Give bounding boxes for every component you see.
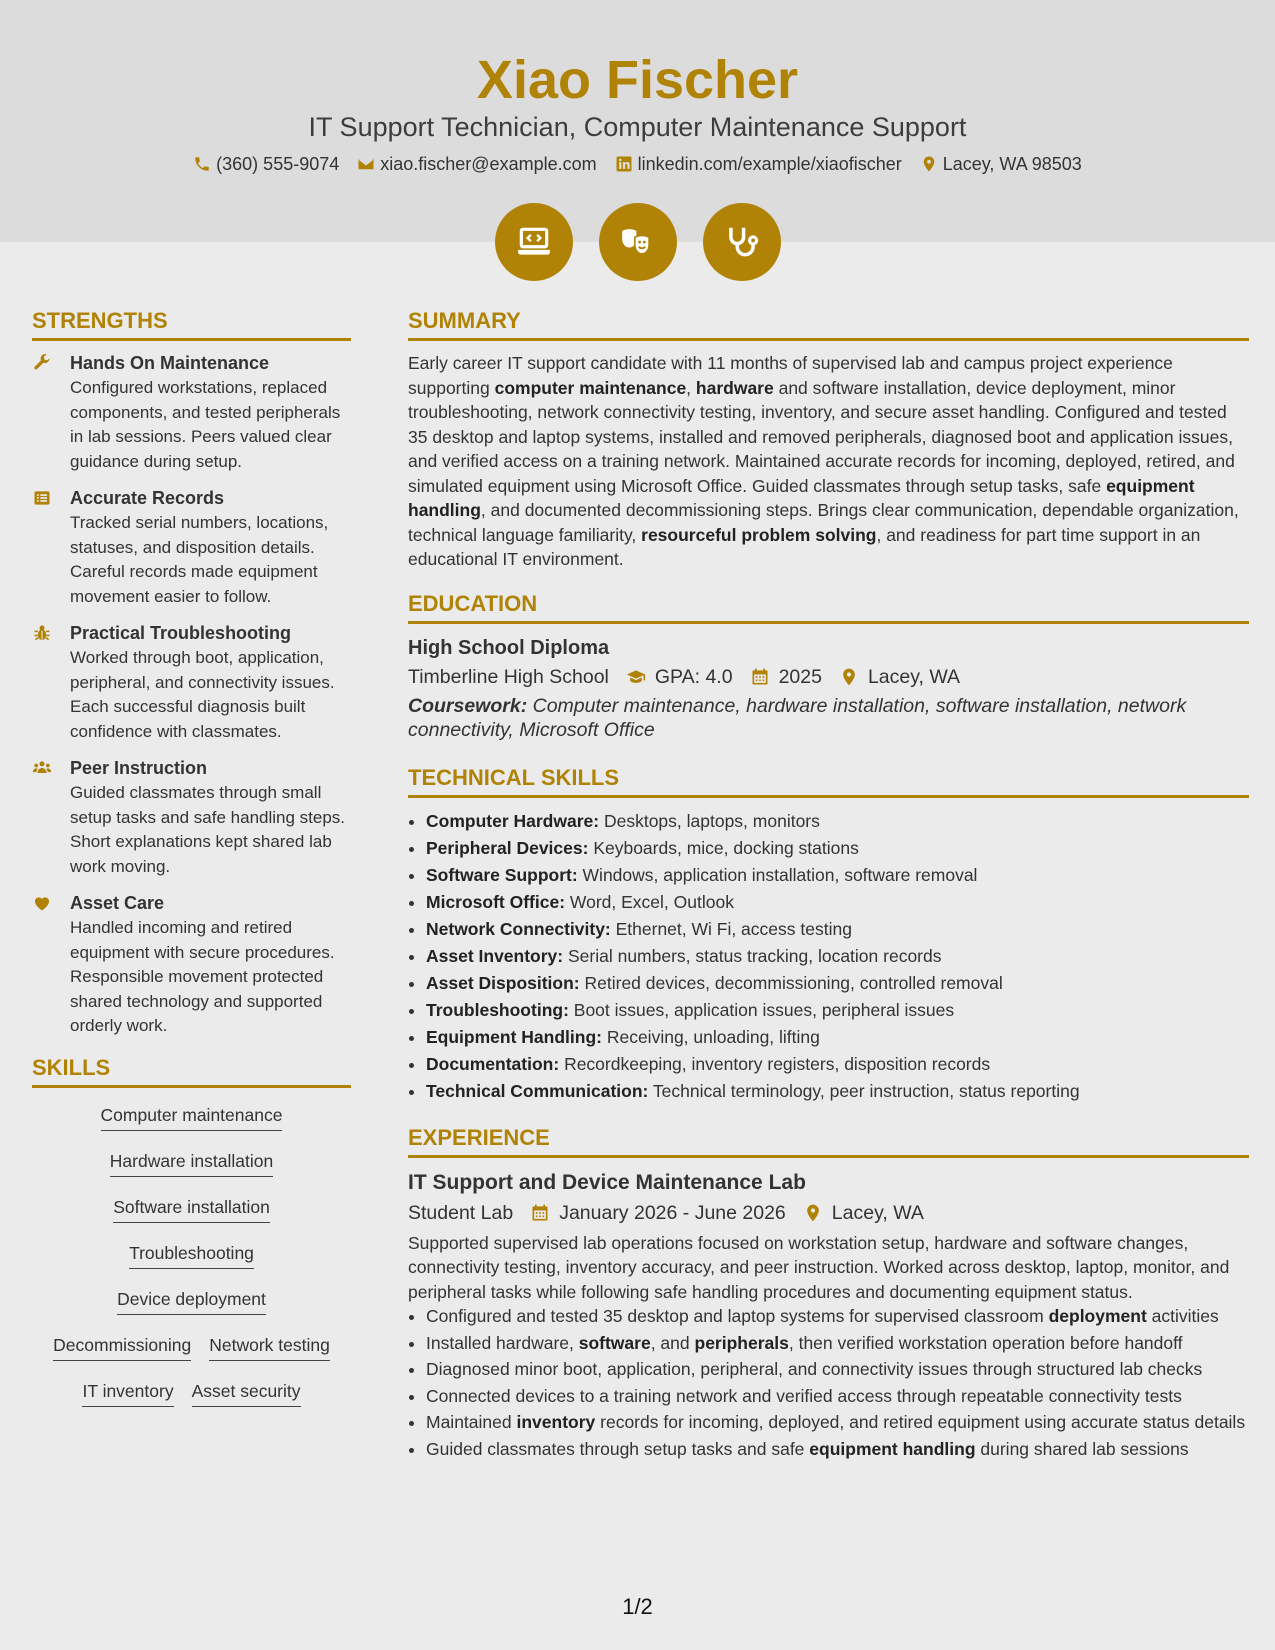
technical-skill-value: Recordkeeping, inventory registers, disposition records: [559, 1053, 991, 1074]
calendar-icon: [750, 667, 770, 687]
badge-masks: [599, 203, 677, 281]
coursework-text: Computer maintenance, hardware installation, software installation, network connectivity, Microsoft Office: [408, 694, 1187, 741]
job-bullet: [426, 1410, 1249, 1435]
badge-laptop: [495, 203, 573, 281]
technical-skill-value: Windows, application installation, software removal: [577, 864, 978, 885]
coursework-label: Coursework:: [408, 694, 528, 717]
skills-row: [32, 1378, 351, 1424]
technical-skills-list: [408, 808, 1249, 1105]
candidate-title: IT Support Technician, Computer Maintenance Support: [308, 112, 967, 142]
technical-skill-label: Equipment Handling:: [426, 1026, 602, 1047]
strength-title: Hands On Maintenance: [70, 353, 270, 373]
technical-skills-heading: TECHNICAL SKILLS: [408, 763, 1249, 798]
summary-heading: SUMMARY: [408, 306, 1249, 341]
skill-tag: Software installation: [113, 1194, 270, 1223]
bug-icon: [32, 623, 52, 643]
technical-skill-item: [426, 1024, 1249, 1051]
contact-email[interactable]: [357, 152, 596, 176]
skills-row: [32, 1194, 351, 1240]
technical-skill-label: Peripheral Devices:: [426, 837, 589, 858]
contact-bar: [0, 152, 1275, 176]
strength-item: [32, 486, 351, 609]
job-bullet: [426, 1304, 1249, 1329]
text-run: , and: [650, 1332, 695, 1353]
skills-row: [32, 1332, 351, 1378]
skill-tag: Device deployment: [117, 1286, 266, 1315]
text-run: , and readiness for part time support in an educational IT environment.: [408, 524, 1201, 569]
location-text: Lacey, WA 98503: [942, 154, 1082, 174]
stethoscope-icon: [723, 223, 761, 261]
text-run: Installed hardware,: [426, 1332, 579, 1353]
skill-tag: IT inventory: [82, 1378, 173, 1407]
bold-keyword: deployment: [1048, 1306, 1147, 1326]
strength-desc: Handled incoming and retired equipment with secure procedures. Responsible movement protected shared technology and supported orderly work.: [70, 918, 335, 1035]
technical-skill-value: Boot issues, application issues, peripheral issues: [568, 999, 955, 1020]
text-run: Diagnosed minor boot, application, peripheral, and connectivity issues through structured lab checks: [426, 1359, 1203, 1379]
calendar-icon: [530, 1203, 550, 1223]
technical-skill-item: [426, 943, 1249, 970]
experience-heading: EXPERIENCE: [408, 1123, 1249, 1158]
bold-keyword: inventory: [516, 1412, 596, 1432]
strength-desc: Configured workstations, replaced components, and tested peripherals in lab sessions. Peers valued clear guidance during setup.: [70, 378, 341, 471]
skills-row: [32, 1148, 351, 1194]
bold-keyword: resourceful problem solving: [641, 524, 877, 545]
technical-skill-label: Network Connectivity:: [426, 918, 611, 939]
education-heading: EDUCATION: [408, 589, 1249, 624]
linkedin-icon: [615, 155, 633, 173]
page-number: 1/2: [622, 1594, 653, 1619]
text-run: Configured and tested 35 desktop and laptop systems for supervised classroom: [426, 1306, 1049, 1326]
email-text: xiao.fischer@example.com: [380, 154, 597, 174]
technical-skill-label: Asset Inventory:: [426, 945, 564, 966]
theater-masks-icon: [619, 223, 657, 261]
technical-skill-value: Receiving, unloading, lifting: [601, 1026, 820, 1047]
job-meta: [408, 1198, 1249, 1228]
sidebar: [32, 306, 351, 1424]
text-run: records for incoming, deployed, and retired equipment using accurate status details: [595, 1412, 1246, 1432]
contact-phone[interactable]: [193, 152, 339, 176]
job-bullet: [426, 1437, 1249, 1462]
technical-skill-label: Computer Hardware:: [426, 810, 600, 831]
text-run: during shared lab sessions: [975, 1438, 1189, 1459]
strength-item: [32, 891, 351, 1039]
badge-row: [0, 203, 1275, 281]
text-run: Maintained: [426, 1412, 517, 1432]
list-icon: [32, 488, 52, 508]
technical-skill-label: Asset Disposition:: [426, 972, 580, 993]
badge-stethoscope: [703, 203, 781, 281]
technical-skill-value: Word, Excel, Outlook: [565, 891, 734, 912]
map-pin-icon: [839, 667, 859, 687]
technical-skill-value: Ethernet, Wi Fi, access testing: [610, 918, 852, 939]
laptop-code-icon: [515, 223, 553, 261]
technical-skill-item: [426, 808, 1249, 835]
candidate-name: Xiao Fischer: [476, 50, 799, 110]
bold-keyword: hardware: [695, 377, 774, 398]
edu-gpa: GPA: 4.0: [654, 665, 733, 688]
edu-year: 2025: [778, 665, 822, 688]
skill-tag: Computer maintenance: [101, 1102, 283, 1131]
text-run: Connected devices to a training network and verified access through repeatable connectivity tests: [426, 1385, 1182, 1406]
users-icon: [32, 758, 52, 778]
text-run: ,: [686, 377, 696, 398]
map-pin-icon: [803, 1203, 823, 1223]
edu-school: Timberline High School: [408, 665, 609, 688]
technical-skill-item: [426, 997, 1249, 1024]
text-run: , and documented decommissioning steps. Brings clear communication, dependable organization, technical language familiarity,: [408, 500, 1239, 545]
phone-icon: [193, 155, 211, 173]
skill-tag: Hardware installation: [110, 1148, 273, 1177]
skills-row: [32, 1240, 351, 1286]
map-pin-icon: [920, 155, 938, 173]
strength-title: Accurate Records: [70, 488, 225, 508]
technical-skill-label: Troubleshooting:: [426, 999, 569, 1020]
skill-tag: Network testing: [209, 1332, 330, 1361]
skills-list: [32, 1098, 351, 1424]
contact-linkedin[interactable]: [615, 152, 902, 176]
strength-item: [32, 621, 351, 744]
skill-tag: Decommissioning: [53, 1332, 191, 1361]
technical-skill-item: [426, 889, 1249, 916]
job-location: Lacey, WA: [831, 1201, 924, 1224]
strengths-heading: STRENGTHS: [32, 306, 351, 341]
phone-text: (360) 555-9074: [216, 154, 340, 174]
edu-meta: [408, 662, 1249, 692]
bold-keyword: peripherals: [694, 1332, 789, 1353]
technical-skill-item: [426, 862, 1249, 889]
technical-skill-item: [426, 916, 1249, 943]
technical-skill-value: Retired devices, decommissioning, controlled removal: [579, 972, 1003, 993]
job-description: Supported supervised lab operations focused on workstation setup, hardware and software changes, connectivity testing, inventory accuracy, and peer instruction. Worked across desktop, laptop, monitor, and peripheral tasks while following safe handling procedures and documenting equipment status.: [408, 1232, 1230, 1302]
technical-skill-value: Serial numbers, status tracking, location records: [563, 945, 942, 966]
text-run: and software installation, device deployment, minor troubleshooting, network connectivity testing, inventory, and secure asset handling. Configured and tested 35 desktop and laptop systems, installed and removed peripherals, diagnosed boot and application issues, and verified access on a training network. Maintained accurate records for incoming, deployed, retired, and simulated equipment using Microsoft Office. Guided classmates through setup tasks, safe: [408, 377, 1235, 496]
heart-icon: [32, 893, 52, 913]
technical-skill-item: [426, 1051, 1249, 1078]
strength-desc: Tracked serial numbers, locations, statuses, and disposition details. Careful records made equipment movement easier to follow.: [70, 513, 329, 606]
job-title: IT Support and Device Maintenance Lab: [408, 1170, 806, 1194]
strength-item: [32, 351, 351, 474]
resume-header: [0, 0, 1275, 242]
strength-title: Asset Care: [70, 893, 165, 913]
text-run: , then verified workstation operation before handoff: [788, 1332, 1183, 1353]
technical-skill-label: Software Support:: [426, 864, 578, 885]
skills-row: [32, 1102, 351, 1148]
technical-skill-label: Documentation:: [426, 1053, 560, 1074]
linkedin-text: linkedin.com/example/xiaofischer: [637, 154, 902, 174]
strength-desc: Guided classmates through small setup tasks and safe handling steps. Short explanations kept shared lab work moving.: [70, 783, 346, 876]
skill-tag: Troubleshooting: [129, 1240, 254, 1269]
edu-degree: High School Diploma: [408, 636, 610, 659]
bold-keyword: equipment handling: [408, 475, 1195, 520]
job-org: Student Lab: [408, 1201, 514, 1224]
strength-item: [32, 756, 351, 879]
skills-row: [32, 1286, 351, 1332]
technical-skill-value: Keyboards, mice, docking stations: [588, 837, 859, 858]
contact-location: [920, 152, 1082, 176]
edu-location: Lacey, WA: [867, 665, 961, 688]
technical-skill-value: Desktops, laptops, monitors: [599, 810, 820, 831]
technical-skill-item: [426, 970, 1249, 997]
technical-skill-item: [426, 1078, 1249, 1105]
main-column: [408, 306, 1249, 1463]
technical-skill-item: [426, 835, 1249, 862]
job-dates: January 2026 - June 2026: [559, 1201, 786, 1224]
edu-coursework: [408, 694, 1249, 743]
technical-skill-label: Microsoft Office:: [426, 891, 566, 912]
summary-text: [408, 351, 1249, 572]
text-run: Early career IT support candidate with 11 months of supervised lab and campus project experience supporting: [408, 353, 1173, 398]
job-bullet: [426, 1384, 1249, 1409]
technical-skill-value: Technical terminology, peer instruction, status reporting: [648, 1080, 1080, 1101]
envelope-icon: [357, 155, 375, 173]
strength-title: Practical Troubleshooting: [70, 623, 292, 643]
technical-skill-label: Technical Communication:: [426, 1080, 649, 1101]
job-bullet: [426, 1357, 1249, 1382]
strength-desc: Worked through boot, application, peripheral, and connectivity issues. Each successful diagnosis built confidence with classmates.: [70, 648, 335, 741]
text-run: activities: [1146, 1306, 1219, 1326]
skill-tag: Asset security: [192, 1378, 301, 1407]
bold-keyword: software: [578, 1332, 651, 1353]
skills-heading: SKILLS: [32, 1053, 351, 1088]
strength-title: Peer Instruction: [70, 758, 208, 778]
job-bullet: [426, 1331, 1249, 1356]
text-run: Guided classmates through setup tasks and safe: [426, 1438, 810, 1459]
job-bullets: [408, 1304, 1249, 1461]
bold-keyword: equipment handling: [809, 1438, 976, 1459]
bold-keyword: computer maintenance: [494, 377, 687, 398]
wrench-icon: [32, 353, 52, 373]
graduation-cap-icon: [626, 667, 646, 687]
